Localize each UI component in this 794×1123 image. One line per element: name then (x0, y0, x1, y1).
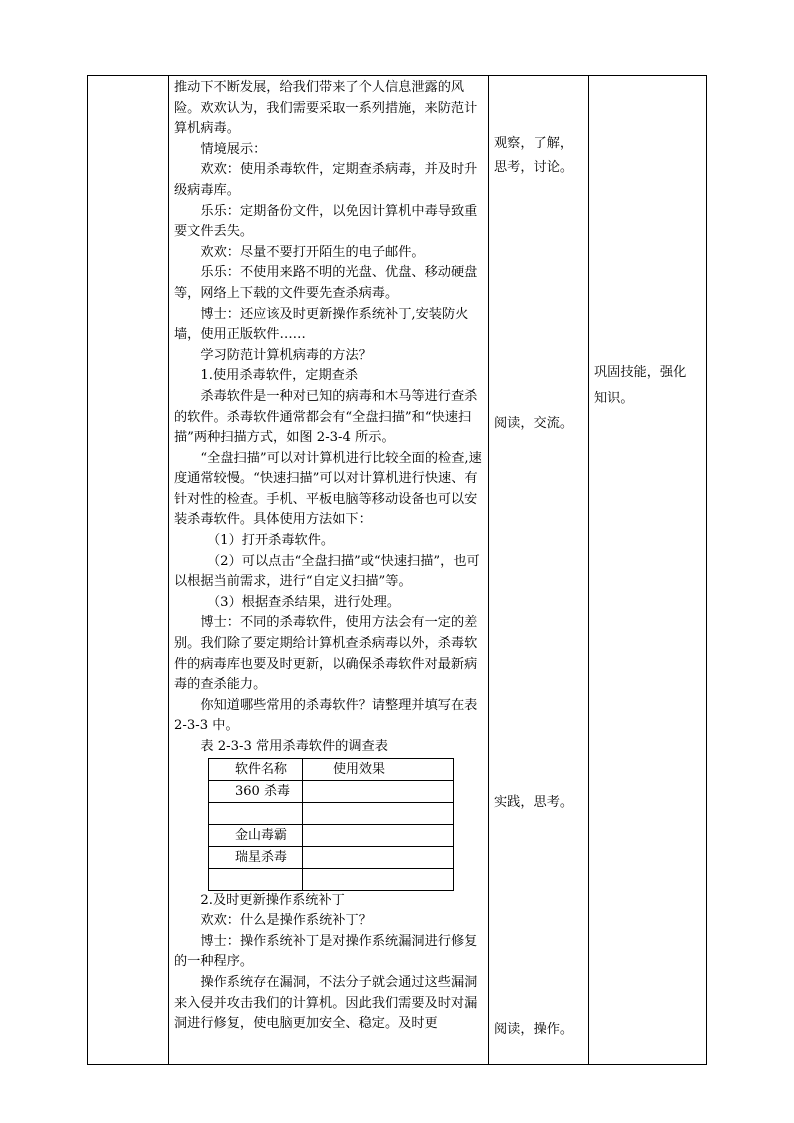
table-row (209, 846, 454, 868)
content-line: 博士：操作系统补丁是对操作系统漏洞进行修复的一种程序。 (174, 933, 478, 970)
table-cell (209, 868, 303, 890)
student-activity: 阅读，操作。 (494, 1022, 574, 1037)
design-intent: 巩固技能，强化知识。 (594, 365, 687, 406)
teaching-content-cell (174, 78, 490, 1035)
content-line: 推动下不断发展，给我们带来了个人信息泄露的风险。欢欢认为，我们需要采取一系列措施，来防范计算机病毒。 (174, 80, 478, 137)
content-line: （1）打开杀毒软件。 (207, 533, 335, 549)
content-line: 乐乐：不使用来路不明的光盘、优盘、移动硬盘等，网络上下载的文件要先查杀病毒。 (174, 265, 478, 301)
table-cell: 360 杀毒 (209, 780, 303, 802)
table-cell (303, 868, 454, 890)
student-activity: 阅读，交流。 (494, 416, 574, 431)
table-cell (303, 802, 454, 824)
content-line: （3）根据查杀结果，进行处理。 (207, 594, 401, 610)
content-line: 博士：不同的杀毒软件，使用方法会有一定的差别。我们除了要定期给计算机查杀病毒以外，杀毒软件的病毒库也要及时更新，以确保杀毒软件对最新病毒的查杀能力。 (174, 615, 478, 693)
table-header: 使用效果 (303, 758, 454, 780)
content-line: 欢欢：尽量不要打开陌生的电子邮件。 (200, 244, 425, 260)
content-line: 杀毒软件是一种对已知的病毒和木马等进行查杀的软件。杀毒软件通常都会有“全盘扫描”和“快速扫描”两种扫描方式，如图 2-3-4 所示。 (174, 388, 478, 446)
student-activity: 观察，了解，思考，讨论。 (494, 136, 574, 175)
content-line: 乐乐：定期备份文件，以免因计算机中毒导致重要文件丢失。 (174, 203, 478, 240)
table-cell (303, 846, 454, 868)
table-row (209, 780, 454, 802)
table-row (209, 868, 454, 890)
content-line: （2）可以点击“全盘扫描”或“快速扫描”，也可以根据当前需求，进行“自定义扫描”等。 (174, 553, 480, 590)
content-line: 你知道哪些常用的杀毒软件？请整理并填写在表 2-3-3 中。 (174, 697, 478, 734)
table-cell: 金山毒霸 (209, 824, 303, 846)
table-row (209, 824, 454, 846)
content-line: 操作系统存在漏洞，不法分子就会通过这些漏洞来入侵并攻击我们的计算机。因此我们需要及时对漏洞进行修复，使电脑更加安全、稳定。及时更 (174, 974, 478, 1032)
table-cell: 瑞星杀毒 (209, 846, 303, 868)
content-line: 情境展示： (200, 141, 267, 157)
table-header-row (209, 758, 454, 780)
column-divider-1 (168, 76, 169, 1064)
antivirus-survey-table (208, 758, 454, 891)
content-line: “全盘扫描”可以对计算机进行比较全面的检查,速度通常较慢。“快速扫描”可以对计算机进行快速、有针对性的检查。手机、平板电脑等移动设备也可以安装杀毒软件。具体使用方法如下： (174, 450, 482, 528)
table-header: 软件名称 (209, 758, 303, 780)
content-line: 2.及时更新操作系统补丁 (200, 892, 345, 908)
content-line: 1.使用杀毒软件，定期查杀 (200, 368, 359, 384)
column-divider-3 (588, 76, 589, 1064)
content-line: 学习防范计算机病毒的方法？ (200, 347, 372, 363)
table-cell (209, 802, 303, 824)
content-line: 欢欢：使用杀毒软件，定期查杀病毒，并及时升级病毒库。 (174, 162, 478, 198)
table-cell (303, 824, 454, 846)
content-line: 博士：还应该及时更新操作系统补丁,安装防火墙，使用正版软件…… (174, 306, 469, 343)
table-row (209, 802, 454, 824)
lesson-table (87, 75, 707, 1065)
content-line: 欢欢：什么是操作系统补丁？ (200, 913, 372, 929)
table-cell (303, 780, 454, 802)
student-activity: 实践，思考。 (494, 795, 574, 810)
table-caption: 表 2-3-3 常用杀毒软件的调查表 (200, 739, 388, 754)
